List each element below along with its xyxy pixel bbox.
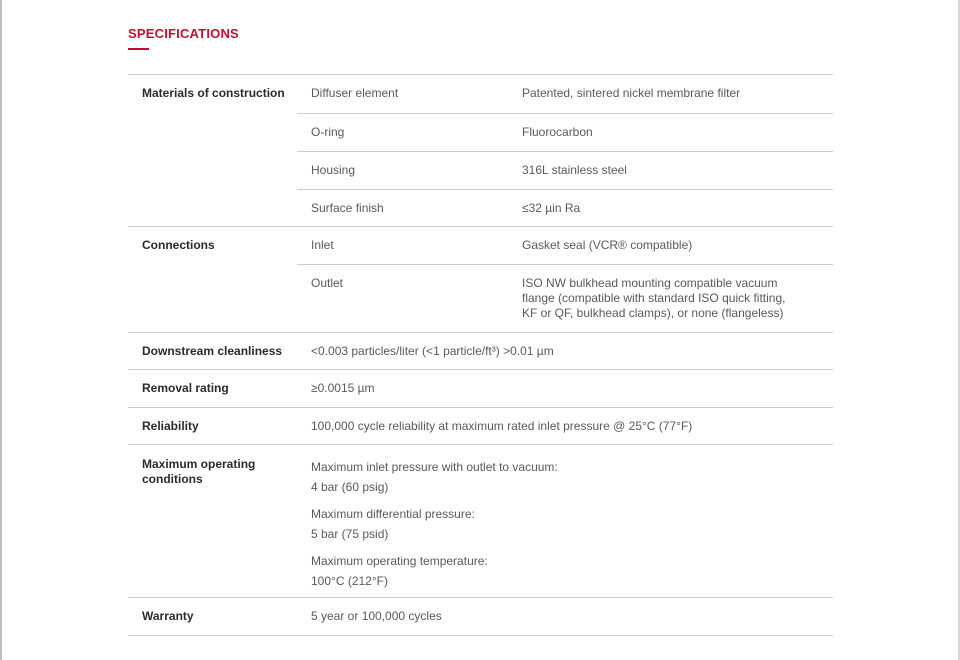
condition-value: 5 bar (75 psid) xyxy=(311,527,389,541)
table-top-rule xyxy=(128,74,833,75)
spec-item: O-ring xyxy=(311,125,345,139)
spec-value: Fluorocarbon xyxy=(522,125,593,139)
page-frame-left xyxy=(0,0,2,660)
condition-title: Maximum differential pressure: xyxy=(311,507,475,521)
spec-value-outlet xyxy=(522,276,822,321)
row-divider xyxy=(297,189,833,190)
row-label-cleanliness: Downstream cleanliness xyxy=(142,344,283,358)
spec-value: ≤32 µin Ra xyxy=(522,201,581,215)
condition-title: Maximum operating temperature: xyxy=(311,554,488,568)
section-divider xyxy=(128,369,833,370)
spec-item: Diffuser element xyxy=(311,86,399,100)
spec-value: 316L stainless steel xyxy=(522,163,627,177)
section-divider xyxy=(128,444,833,445)
section-divider xyxy=(128,597,833,598)
row-label-connections: Connections xyxy=(142,238,215,252)
row-divider xyxy=(297,113,833,114)
row-label-warranty: Warranty xyxy=(142,609,194,623)
label-line: conditions xyxy=(142,472,203,486)
table-bottom-rule xyxy=(128,635,833,636)
section-divider xyxy=(128,332,833,333)
row-label-materials: Materials of construction xyxy=(142,86,285,100)
section-title: SPECIFICATIONS xyxy=(128,26,239,41)
condition-value: 100°C (212°F) xyxy=(311,574,388,588)
spec-value: Patented, sintered nickel membrane filter xyxy=(522,86,741,100)
row-label-max-conditions xyxy=(142,457,292,487)
spec-item: Inlet xyxy=(311,238,334,252)
spec-value: ≥0.0015 µm xyxy=(311,381,375,395)
spec-item: Outlet xyxy=(311,276,344,290)
spec-value: Gasket seal (VCR® compatible) xyxy=(522,238,693,252)
condition-title: Maximum inlet pressure with outlet to vacuum: xyxy=(311,460,558,474)
spec-item: Surface finish xyxy=(311,201,384,215)
spec-value-line: ISO NW bulkhead mounting compatible vacuum xyxy=(522,276,778,290)
title-underline xyxy=(128,48,149,50)
spec-value: <0.003 particles/liter (<1 particle/ft³) >0.01 µm xyxy=(311,344,554,358)
label-line: Maximum operating xyxy=(142,457,256,471)
spec-value-line: flange (compatible with standard ISO quick fitting, xyxy=(522,291,786,305)
section-divider xyxy=(128,226,833,227)
max-conditions-list xyxy=(311,457,558,591)
spec-value: 100,000 cycle reliability at maximum rated inlet pressure @ 25°C (77°F) xyxy=(311,419,693,433)
spec-value: 5 year or 100,000 cycles xyxy=(311,609,442,623)
spec-value-line: KF or QF, bulkhead clamps), or none (flangeless) xyxy=(522,306,784,320)
row-divider xyxy=(297,264,833,265)
row-label-removal-rating: Removal rating xyxy=(142,381,229,395)
condition-value: 4 bar (60 psig) xyxy=(311,480,389,494)
row-divider xyxy=(297,151,833,152)
row-label-reliability: Reliability xyxy=(142,419,199,433)
section-divider xyxy=(128,407,833,408)
spec-item: Housing xyxy=(311,163,356,177)
